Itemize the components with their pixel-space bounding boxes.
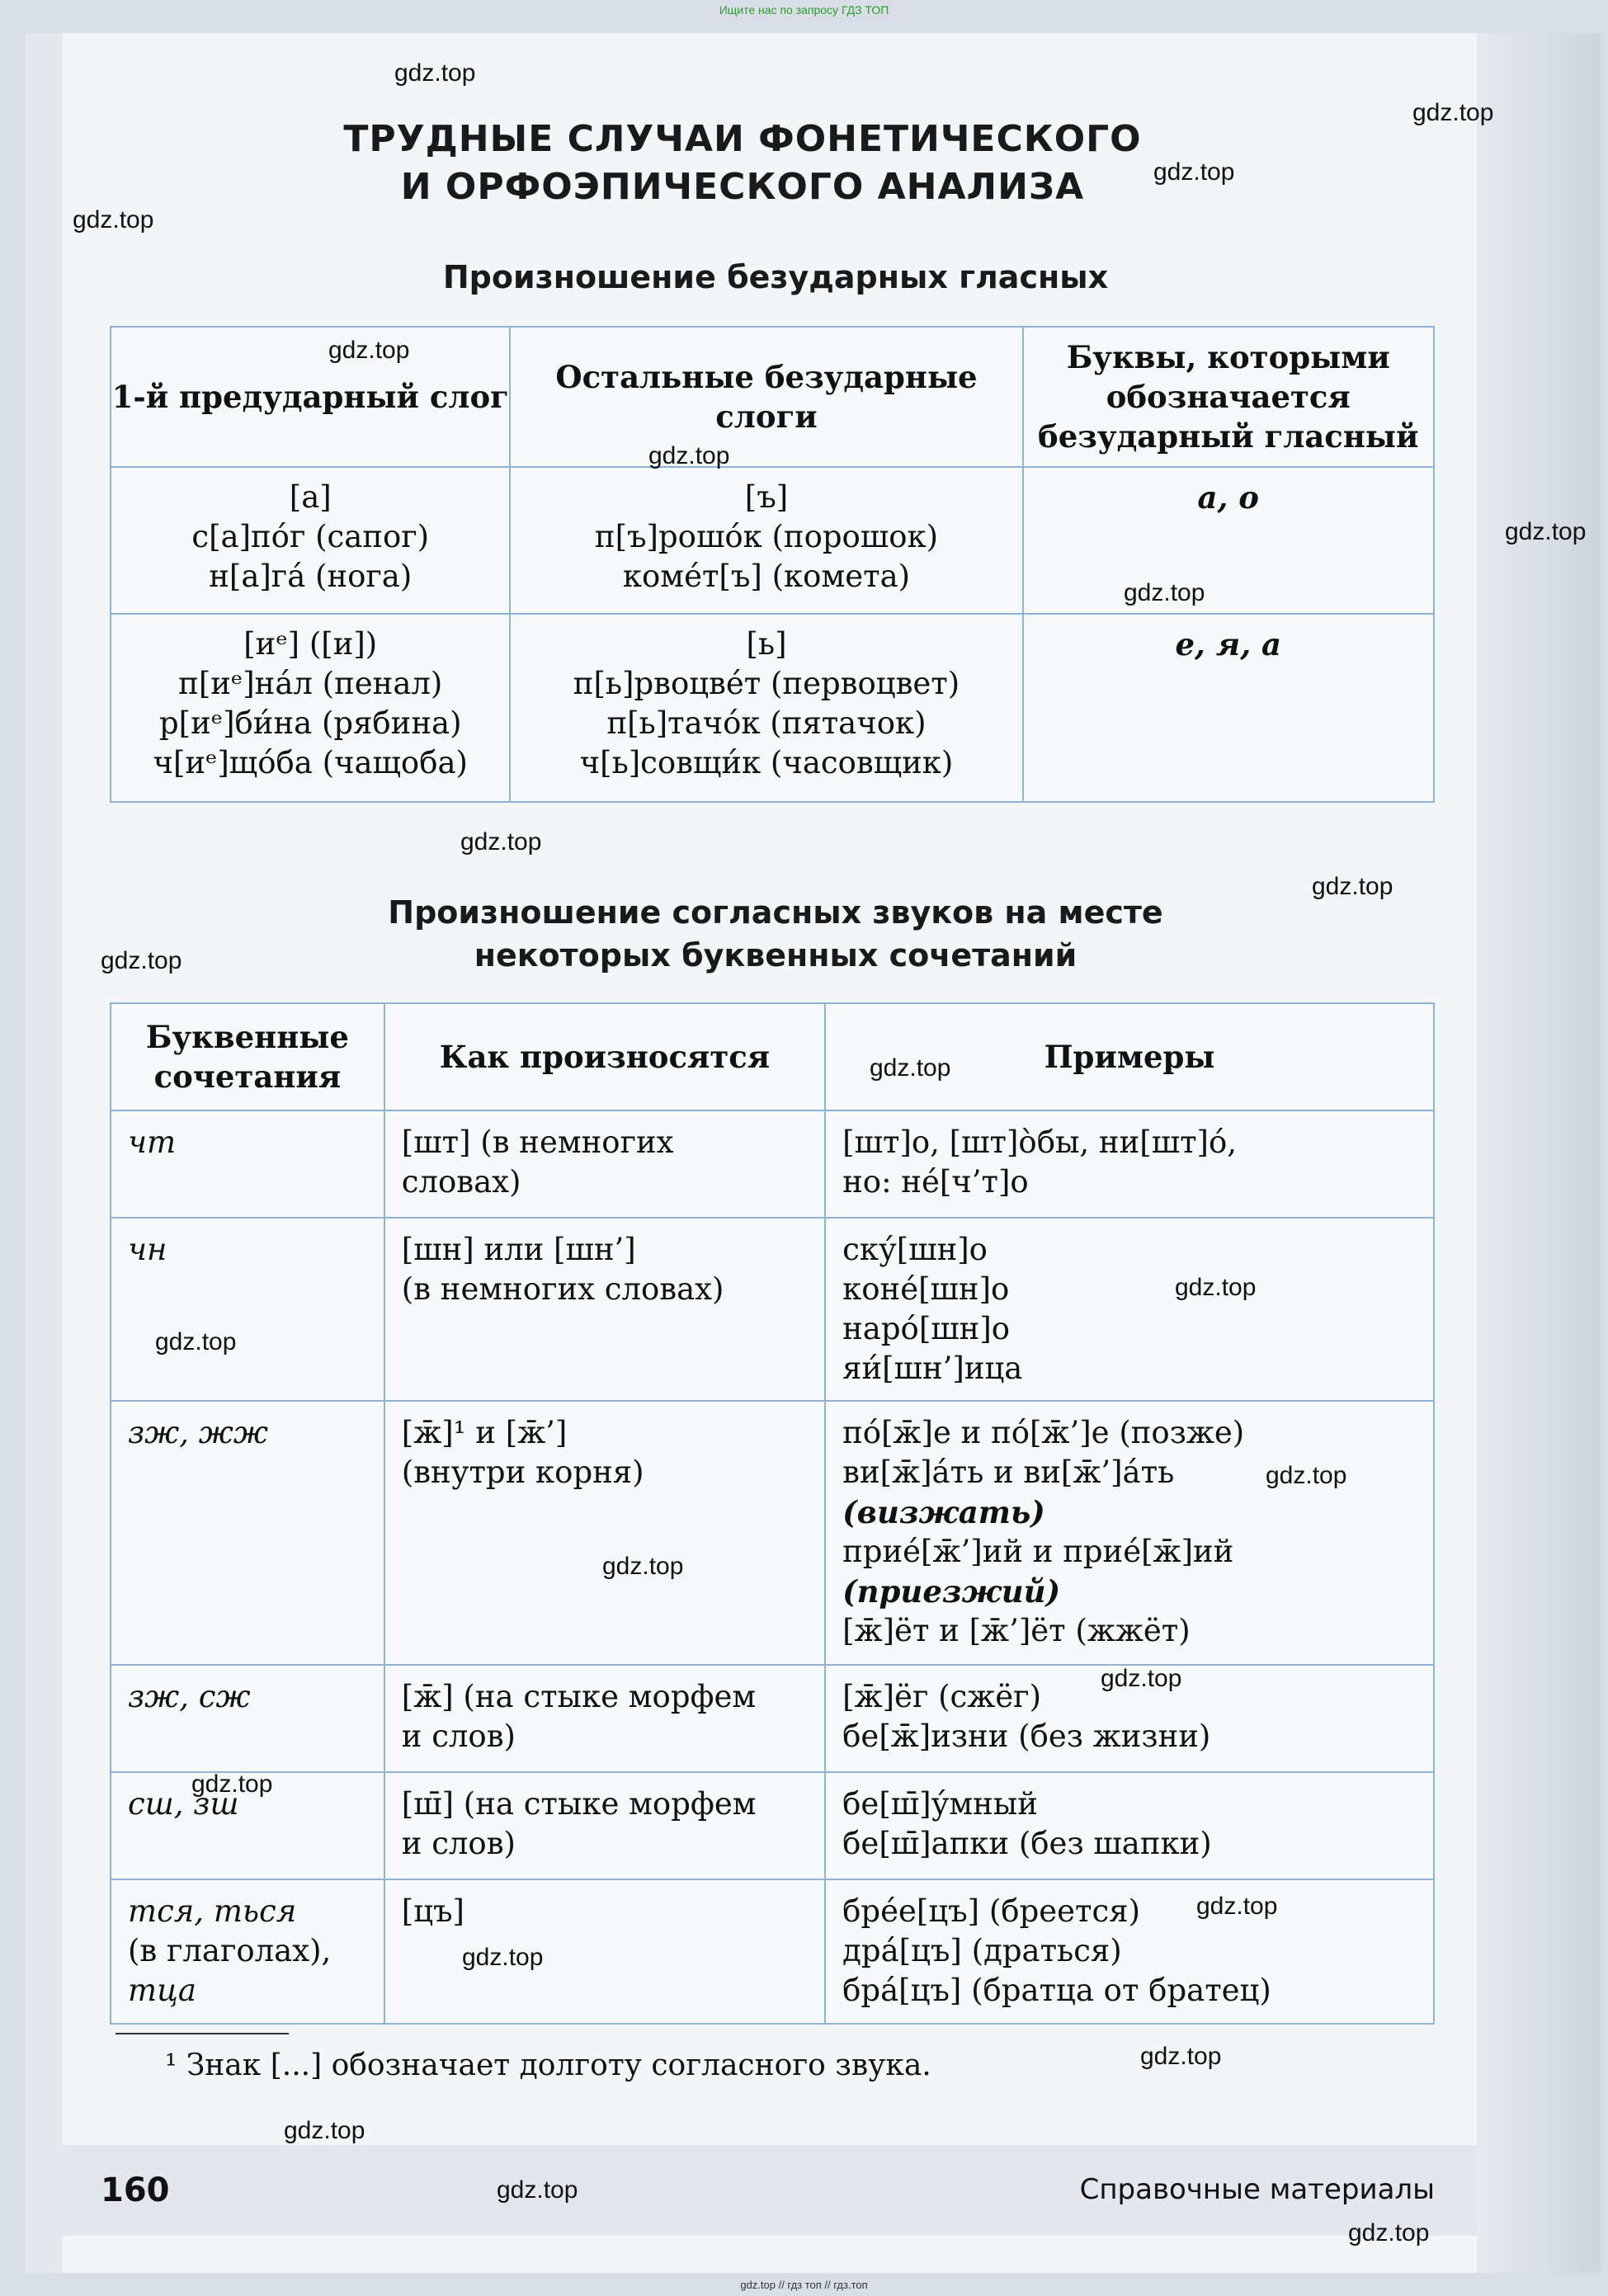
- example: р[иᵉ]би́на (рябина): [158, 705, 462, 741]
- table-header-row: [111, 327, 1434, 467]
- letter-combination: тца: [128, 1973, 196, 2008]
- example-line: бе[ш̄]апки (без шапки): [842, 1826, 1212, 1861]
- table-row: [111, 467, 1434, 614]
- pronunciation-line: [шн] или [шн’]: [401, 1232, 636, 1267]
- watermark: gdz.top: [1505, 518, 1587, 545]
- table-header-row: [111, 1003, 1434, 1110]
- table-cell: [510, 614, 1022, 802]
- example-line: яи́[шн’]ица: [842, 1351, 1023, 1386]
- letter-combination-note: (в глаголах),: [128, 1933, 332, 1968]
- section1-heading: Произношение безударных гласных: [442, 259, 1109, 295]
- page-title: [330, 116, 1155, 211]
- pronunciation-line: и слов): [401, 1718, 516, 1754]
- table-cell: [111, 614, 510, 802]
- watermark: gdz.top: [1312, 873, 1393, 900]
- example-line: прие́[ж̄’]ий и прие́[ж̄]ий: [842, 1534, 1234, 1569]
- examples-cell: [825, 1772, 1434, 1879]
- pronunciation-cell: [384, 1665, 825, 1772]
- examples-cell: [825, 1879, 1434, 2024]
- example: п[иᵉ]на́л (пенал): [178, 666, 443, 701]
- pronunciation-cell: [384, 1772, 825, 1879]
- header-cell: Буквы, которыми обозначается безударный гласный: [1023, 327, 1434, 467]
- footnote-divider: [116, 2033, 289, 2034]
- example: н[а]га́ (нога): [209, 559, 413, 594]
- pronunciation-line: и слов): [401, 1826, 516, 1861]
- pronunciation-line: (внутри корня): [401, 1454, 644, 1490]
- watermark: gdz.top: [1266, 1462, 1347, 1489]
- example: ч[ь]совщи́к (часовщик): [579, 745, 954, 780]
- example-line: [ж̄]ёг (сжёг): [842, 1679, 1042, 1714]
- examples-cell: [825, 1401, 1434, 1665]
- example: коме́т[ъ] (комета): [622, 559, 911, 594]
- watermark: gdz.top: [497, 2176, 578, 2204]
- watermark: gdz.top: [1196, 1893, 1278, 1920]
- watermark: gdz.top: [1348, 2219, 1430, 2246]
- section2-heading-line-1: Произношение согласных звуков на месте: [388, 894, 1163, 931]
- letter-combination: чт: [111, 1110, 384, 1218]
- watermark: gdz.top: [1101, 1665, 1182, 1692]
- table-row: [111, 614, 1434, 802]
- example-line: по́[ж̄]е и по́[ж̄’]е (позже): [842, 1415, 1245, 1450]
- example-line: бе[ж̄]изни (без жизни): [842, 1718, 1211, 1754]
- letter-combination: тся, ться: [128, 1893, 297, 1929]
- section-title: Справочные материалы: [1079, 2173, 1435, 2206]
- watermark: gdz.top: [460, 828, 542, 856]
- watermark: gdz.top: [73, 206, 154, 233]
- letters-cell: а, о: [1023, 467, 1434, 614]
- example: ч[иᵉ]що́ба (чащоба): [153, 745, 468, 780]
- letter-combination: сш, зш: [111, 1772, 384, 1879]
- top-banner[interactable]: Ищите нас по запросу ГДЗ ТОП: [719, 3, 889, 17]
- example: п[ь]рвоцве́т (первоцвет): [573, 666, 960, 701]
- pronunciation-cell: [384, 1401, 825, 1665]
- table-row: [111, 1772, 1434, 1879]
- letter-combination: чн: [111, 1218, 384, 1401]
- letters-cell: е, я, а: [1023, 614, 1434, 802]
- letter-combination: зж, жж: [111, 1401, 384, 1665]
- sound-label: [ъ]: [744, 479, 789, 515]
- header-cell: Как произносятся: [384, 1003, 825, 1110]
- watermark: gdz.top: [101, 947, 182, 974]
- vowels-table: [110, 326, 1435, 803]
- header-cell: 1-й предударный слог: [111, 327, 510, 467]
- table-row: [111, 1665, 1434, 1772]
- pronunciation-line: словах): [401, 1164, 521, 1200]
- letter-combination: зж, сж: [111, 1665, 384, 1772]
- watermark: gdz.top: [602, 1553, 684, 1580]
- example-line: наро́[шн]о: [842, 1311, 1011, 1346]
- example-line: ску́[шн]о: [842, 1232, 988, 1267]
- pronunciation-line: [ж̄] (на стыке морфем: [401, 1679, 757, 1714]
- watermark: gdz.top: [1412, 99, 1494, 126]
- watermark: gdz.top: [462, 1944, 544, 1971]
- header-cell: Примеры: [825, 1003, 1434, 1110]
- example-line: бре́е[цъ] (бреется): [842, 1893, 1141, 1929]
- footnote: ¹ Знак [...] обозначает долготу согласного звука.: [165, 2048, 931, 2082]
- watermark: gdz.top: [870, 1054, 951, 1082]
- pronunciation-cell: [384, 1110, 825, 1218]
- watermark: gdz.top: [648, 442, 730, 469]
- pronunciation-cell: [цъ]: [384, 1879, 825, 2024]
- watermark: gdz.top: [328, 337, 410, 364]
- watermark: gdz.top: [1175, 1274, 1257, 1301]
- page-left-band: [25, 33, 63, 2273]
- pronunciation-line: [ж̄]¹ и [ж̄’]: [401, 1415, 568, 1450]
- example-line: бе[ш̄]у́мный: [842, 1786, 1038, 1822]
- pronunciation-cell: [384, 1218, 825, 1401]
- bottom-banner[interactable]: gdz.top // гдз топ // гдз.топ: [740, 2279, 868, 2291]
- example: п[ъ]рошо́к (порошок): [594, 519, 939, 554]
- title-line-2: И ОРФОЭПИЧЕСКОГО АНАЛИЗА: [400, 166, 1085, 208]
- watermark: gdz.top: [1124, 579, 1205, 606]
- example-line: [шт]о, [шт]о̀бы, ни[шт]о́,: [842, 1124, 1238, 1160]
- example-line: ви[ж̄]а́ть и ви[ж̄’]а́ть: [842, 1454, 1175, 1490]
- consonants-table: [110, 1002, 1435, 2025]
- example: с[а]по́г (сапог): [191, 519, 430, 554]
- table-row: [111, 1110, 1434, 1218]
- sound-label: [ь]: [746, 626, 787, 662]
- watermark: gdz.top: [155, 1328, 237, 1355]
- pronunciation-line: [ш̄] (на стыке морфем: [401, 1786, 757, 1822]
- example-line: (приезжий): [842, 1573, 1061, 1610]
- table-row: [111, 1401, 1434, 1665]
- watermark: gdz.top: [1153, 158, 1235, 186]
- watermark: gdz.top: [1140, 2043, 1222, 2070]
- watermark: gdz.top: [191, 1770, 273, 1798]
- pronunciation-line: [шт] (в немногих: [401, 1124, 674, 1160]
- title-line-1: ТРУДНЫЕ СЛУЧАИ ФОНЕТИЧЕСКОГО: [343, 118, 1142, 160]
- example-line: дра́[цъ] (драться): [842, 1933, 1122, 1968]
- watermark: gdz.top: [284, 2117, 365, 2144]
- example-line: (визжать): [842, 1494, 1045, 1530]
- table-row: [111, 1218, 1434, 1401]
- examples-cell: [825, 1218, 1434, 1401]
- header-cell: Буквенные сочетания: [111, 1003, 384, 1110]
- page-edge-strip: [1477, 33, 1601, 2273]
- table-cell: [510, 467, 1022, 614]
- table-cell: [111, 467, 510, 614]
- sound-label: [иᵉ] ([и]): [243, 626, 378, 662]
- example-line: коне́[шн]о: [842, 1271, 1010, 1307]
- page-number: 160: [101, 2171, 170, 2209]
- section2-heading: [116, 891, 1436, 977]
- sound-label: [а]: [289, 479, 332, 515]
- example-line: но: не́[ч’т]о: [842, 1164, 1029, 1200]
- watermark: gdz.top: [394, 59, 476, 87]
- example: п[ь]тачо́к (пятачок): [606, 705, 927, 741]
- example-line: бра́[цъ] (братца от братец): [842, 1973, 1271, 2008]
- header-cell: Остальные безударные слоги: [510, 327, 1022, 467]
- example-line: [ж̄]ёт и [ж̄’]ёт (жжёт): [842, 1613, 1191, 1648]
- pronunciation-line: (в немногих словах): [401, 1271, 724, 1307]
- examples-cell: [825, 1110, 1434, 1218]
- letter-combination-cell: [111, 1879, 384, 2024]
- section2-heading-line-2: некоторых буквенных сочетаний: [474, 937, 1078, 974]
